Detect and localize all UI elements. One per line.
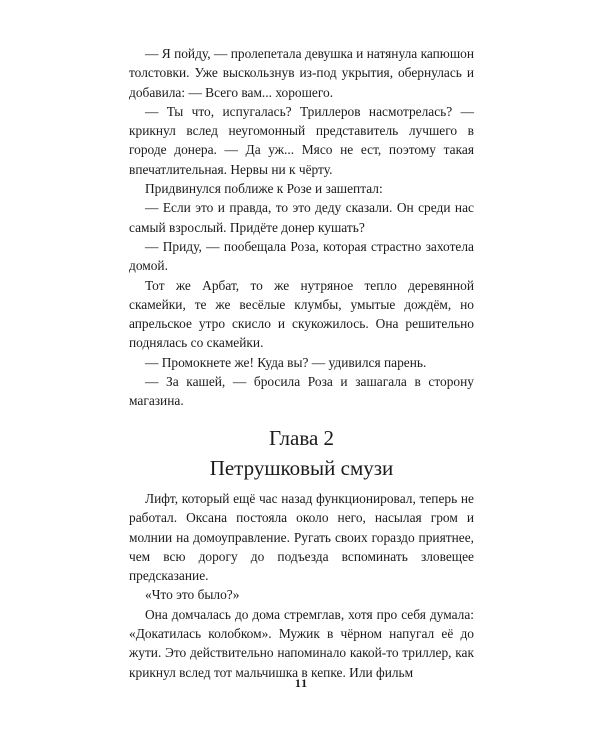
- paragraph: Придвинулся поближе к Розе и зашептал:: [145, 181, 383, 197]
- paragraph: — Промокнете же! Куда вы? — удивился парень.: [145, 354, 427, 370]
- chapter-title: Петрушковый смузи: [209, 456, 394, 480]
- paragraph: — Я пойду, — пролепетала девушка и натянула капюшон толстовки. Уже выскользнув из-под укрытия, обернулась и добавила: — Всего вам... хорошего.: [129, 46, 474, 100]
- bottom-text-block: [129, 489, 474, 682]
- top-text-block: [129, 44, 474, 411]
- page-number: 11: [294, 676, 309, 690]
- paragraph: — За кашей, — бросила Роза и зашагала в сторону магазина.: [129, 374, 474, 409]
- paragraph: Она домчалась до дома стремглав, хотя про себя думала: «Докатилась колобком». Мужик в чёрном напугал её до жути. Это действительно напоминало какой-то триллер, как крикнул вслед тот мальчишка в кепке. Или фильм: [129, 606, 474, 680]
- paragraph: Тот же Арбат, то же нутряное тепло деревянной скамейки, те же весёлые клумбы, умытые дождём, но апрельское утро скисло и скукожилось. Она решительно поднялась со скамейки.: [129, 277, 474, 351]
- paragraph: Лифт, который ещё час назад функционировал, теперь не работал. Оксана постояла около него, насылая гром и молнии на домоуправление. Ругать своих гораздо приятнее, чем всю дорогу до подъезда вспоминать зловещее предсказание.: [129, 491, 474, 584]
- paragraph: «Что это было?»: [145, 587, 240, 603]
- paragraph: — Ты что, испугалась? Триллеров насмотрелась? — крикнул вслед неугомонный представитель лучшего в городе донера. — Да уж... Мясо не ест, поэтому такая впечатлительная. Нервы ни к чёрту.: [129, 103, 474, 177]
- paragraph: — Если это и правда, то это деду сказали. Он среди нас самый взрослый. Придёте донер кушать?: [129, 200, 474, 235]
- chapter-number: Глава 2: [268, 426, 335, 450]
- paragraph: — Приду, — пообещала Роза, которая страстно захотела домой.: [129, 238, 474, 274]
